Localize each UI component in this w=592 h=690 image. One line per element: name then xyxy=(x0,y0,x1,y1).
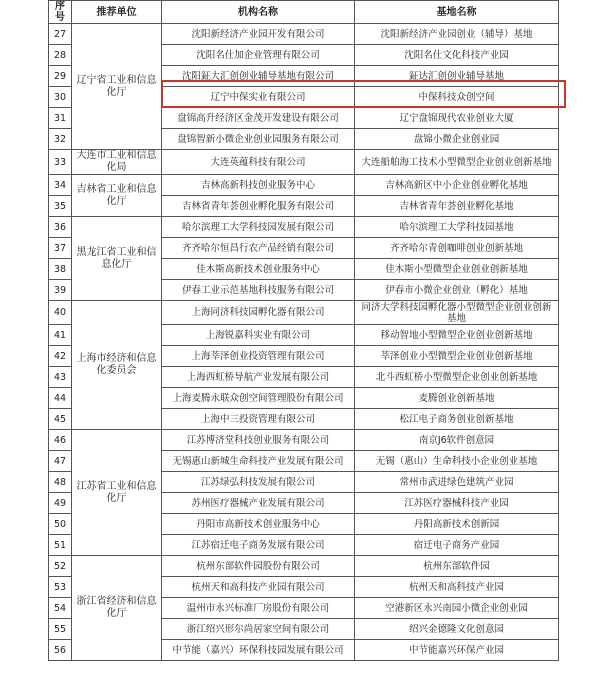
org-name: 吉林高新科技创业服务中心 xyxy=(162,175,355,196)
row-number: 52 xyxy=(49,556,72,577)
row-number: 55 xyxy=(49,619,72,640)
base-name: 辽宁盘锦现代农业创业大厦 xyxy=(355,108,559,129)
base-name: 空港新区永兴南园小微企业创业园 xyxy=(355,598,559,619)
org-name: 上海莘泽创业投资管理有限公司 xyxy=(162,346,355,367)
header-base: 基地名称 xyxy=(355,1,559,24)
recommending-unit: 浙江省经济和信息化厅 xyxy=(72,556,162,661)
base-name: 江苏医疗器械科技产业园 xyxy=(355,493,559,514)
org-name: 江苏绿弘科技发展有限公司 xyxy=(162,472,355,493)
base-name: 哈尔滨理工大学科技园基地 xyxy=(355,217,559,238)
row-number: 49 xyxy=(49,493,72,514)
table-row xyxy=(49,430,559,451)
base-name: 鉦达汇创创业辅导基地 xyxy=(355,66,559,87)
recommending-unit: 辽宁省工业和信息化厅 xyxy=(72,24,162,150)
org-name: 丹阳市高新技术创业服务中心 xyxy=(162,514,355,535)
row-number: 40 xyxy=(49,301,72,325)
org-name: 上海中三投资管理有限公司 xyxy=(162,409,355,430)
org-name: 无锡惠山新城生命科技产业发展有限公司 xyxy=(162,451,355,472)
org-name: 吉林省青年荟创业孵化服务有限公司 xyxy=(162,196,355,217)
table-body xyxy=(49,24,559,661)
base-name: 北斗西虹桥小型微型企业创业创新基地 xyxy=(355,367,559,388)
base-name: 吉林高新区中小企业创业孵化基地 xyxy=(355,175,559,196)
org-name: 温州市永兴标准厂房股份有限公司 xyxy=(162,598,355,619)
base-name: 中保科技众创空间 xyxy=(355,87,559,108)
table-row xyxy=(49,175,559,196)
recommending-unit: 上海市经济和信息化委员会 xyxy=(72,301,162,430)
recommending-unit: 吉林省工业和信息化厅 xyxy=(72,175,162,217)
org-name: 盘锦智新小微企业创业园服务有限公司 xyxy=(162,129,355,150)
recommending-unit: 江苏省工业和信息化厅 xyxy=(72,430,162,556)
base-name: 松江电子商务创业创新基地 xyxy=(355,409,559,430)
row-number: 32 xyxy=(49,129,72,150)
table-row xyxy=(49,301,559,325)
recommending-unit: 黑龙江省工业和信息化厅 xyxy=(72,217,162,301)
row-number: 51 xyxy=(49,535,72,556)
org-name: 沈阳新经济产业园开发有限公司 xyxy=(162,24,355,45)
header-row xyxy=(49,1,559,24)
base-name: 盘锦小微企业创业园 xyxy=(355,129,559,150)
row-number: 42 xyxy=(49,346,72,367)
base-name: 吉林省青年荟创业孵化基地 xyxy=(355,196,559,217)
row-number: 50 xyxy=(49,514,72,535)
row-number: 36 xyxy=(49,217,72,238)
base-name: 常州市武进绿色建筑产业园 xyxy=(355,472,559,493)
org-name: 浙江绍兴形尔尚居家空间有限公司 xyxy=(162,619,355,640)
table-row xyxy=(49,217,559,238)
org-name: 上海锐嘉科实业有限公司 xyxy=(162,325,355,346)
row-number: 48 xyxy=(49,472,72,493)
base-name: 中节能嘉兴环保产业园 xyxy=(355,640,559,661)
base-name: 无锡（惠山）生命科技小企业创业基地 xyxy=(355,451,559,472)
row-number: 43 xyxy=(49,367,72,388)
base-name: 绍兴金德隆文化创意园 xyxy=(355,619,559,640)
row-number: 54 xyxy=(49,598,72,619)
org-name: 辽宁中保实业有限公司 xyxy=(162,87,355,108)
org-name: 伊春工业示范基地科技服务有限公司 xyxy=(162,280,355,301)
header-unit: 推荐单位 xyxy=(72,1,162,24)
org-name: 盘锦高升经济区金茂开发建设有限公司 xyxy=(162,108,355,129)
table-row xyxy=(49,150,559,175)
table-row xyxy=(49,556,559,577)
base-name: 移动智地小型微型企业创业创新基地 xyxy=(355,325,559,346)
org-name: 苏州医疗器械产业发展有限公司 xyxy=(162,493,355,514)
document-table xyxy=(48,0,559,661)
base-name: 佳木斯小型微型企业创业创新基地 xyxy=(355,259,559,280)
row-number: 39 xyxy=(49,280,72,301)
base-name: 沈阳名仕文化科技产业园 xyxy=(355,45,559,66)
base-name: 南京J6软件创意园 xyxy=(355,430,559,451)
row-number: 30 xyxy=(49,87,72,108)
org-name: 大连英蕴科技有限公司 xyxy=(162,150,355,175)
org-name: 沈阳鉦大汇创创业辅导基地有限公司 xyxy=(162,66,355,87)
org-name: 杭州天和高科技产业园有限公司 xyxy=(162,577,355,598)
row-number: 33 xyxy=(49,150,72,175)
base-name: 莘泽创业小型微型企业创业创新基地 xyxy=(355,346,559,367)
row-number: 34 xyxy=(49,175,72,196)
org-name: 江苏宿迁电子商务发展有限公司 xyxy=(162,535,355,556)
recommending-unit: 大连市工业和信息化局 xyxy=(72,150,162,175)
base-name: 大连船舶海工技术小型微型企业创业创新基地 xyxy=(355,150,559,175)
org-name: 上海西虹桥导航产业发展有限公司 xyxy=(162,367,355,388)
base-name: 杭州东部软件园 xyxy=(355,556,559,577)
base-name: 沈阳新经济产业园创业（辅导）基地 xyxy=(355,24,559,45)
base-name: 丹阳高新技术创新园 xyxy=(355,514,559,535)
row-number: 41 xyxy=(49,325,72,346)
row-number: 29 xyxy=(49,66,72,87)
row-number: 27 xyxy=(49,24,72,45)
org-name: 上海麦腾永联众创空间管理股份有限公司 xyxy=(162,388,355,409)
base-name: 齐齐哈尔青创咖啡创业创新基地 xyxy=(355,238,559,259)
base-name: 同济大学科技园孵化器小型微型企业创业创新基地 xyxy=(355,301,559,325)
row-number: 46 xyxy=(49,430,72,451)
org-name: 杭州东部软件园股份有限公司 xyxy=(162,556,355,577)
row-number: 47 xyxy=(49,451,72,472)
base-name: 麦腾创业创新基地 xyxy=(355,388,559,409)
org-name: 哈尔滨理工大学科技园发展有限公司 xyxy=(162,217,355,238)
header-org: 机构名称 xyxy=(162,1,355,24)
org-name: 齐齐哈尔恒昌行农产品经销有限公司 xyxy=(162,238,355,259)
row-number: 31 xyxy=(49,108,72,129)
org-name: 中节能（嘉兴）环保科技园发展有限公司 xyxy=(162,640,355,661)
base-name: 伊春市小微企业创业（孵化）基地 xyxy=(355,280,559,301)
header-num: 序号 xyxy=(49,1,72,24)
base-name: 杭州天和高科技产业园 xyxy=(355,577,559,598)
table-row xyxy=(49,24,559,45)
base-name: 宿迁电子商务产业园 xyxy=(355,535,559,556)
row-number: 38 xyxy=(49,259,72,280)
row-number: 44 xyxy=(49,388,72,409)
org-name: 沈阳名仕加企业管理有限公司 xyxy=(162,45,355,66)
org-name: 上海同济科技园孵化器有限公司 xyxy=(162,301,355,325)
row-number: 35 xyxy=(49,196,72,217)
row-number: 28 xyxy=(49,45,72,66)
row-number: 45 xyxy=(49,409,72,430)
row-number: 37 xyxy=(49,238,72,259)
row-number: 56 xyxy=(49,640,72,661)
row-number: 53 xyxy=(49,577,72,598)
org-name: 江苏博济堂科技创业服务有限公司 xyxy=(162,430,355,451)
org-name: 佳木斯高新技术创业服务中心 xyxy=(162,259,355,280)
